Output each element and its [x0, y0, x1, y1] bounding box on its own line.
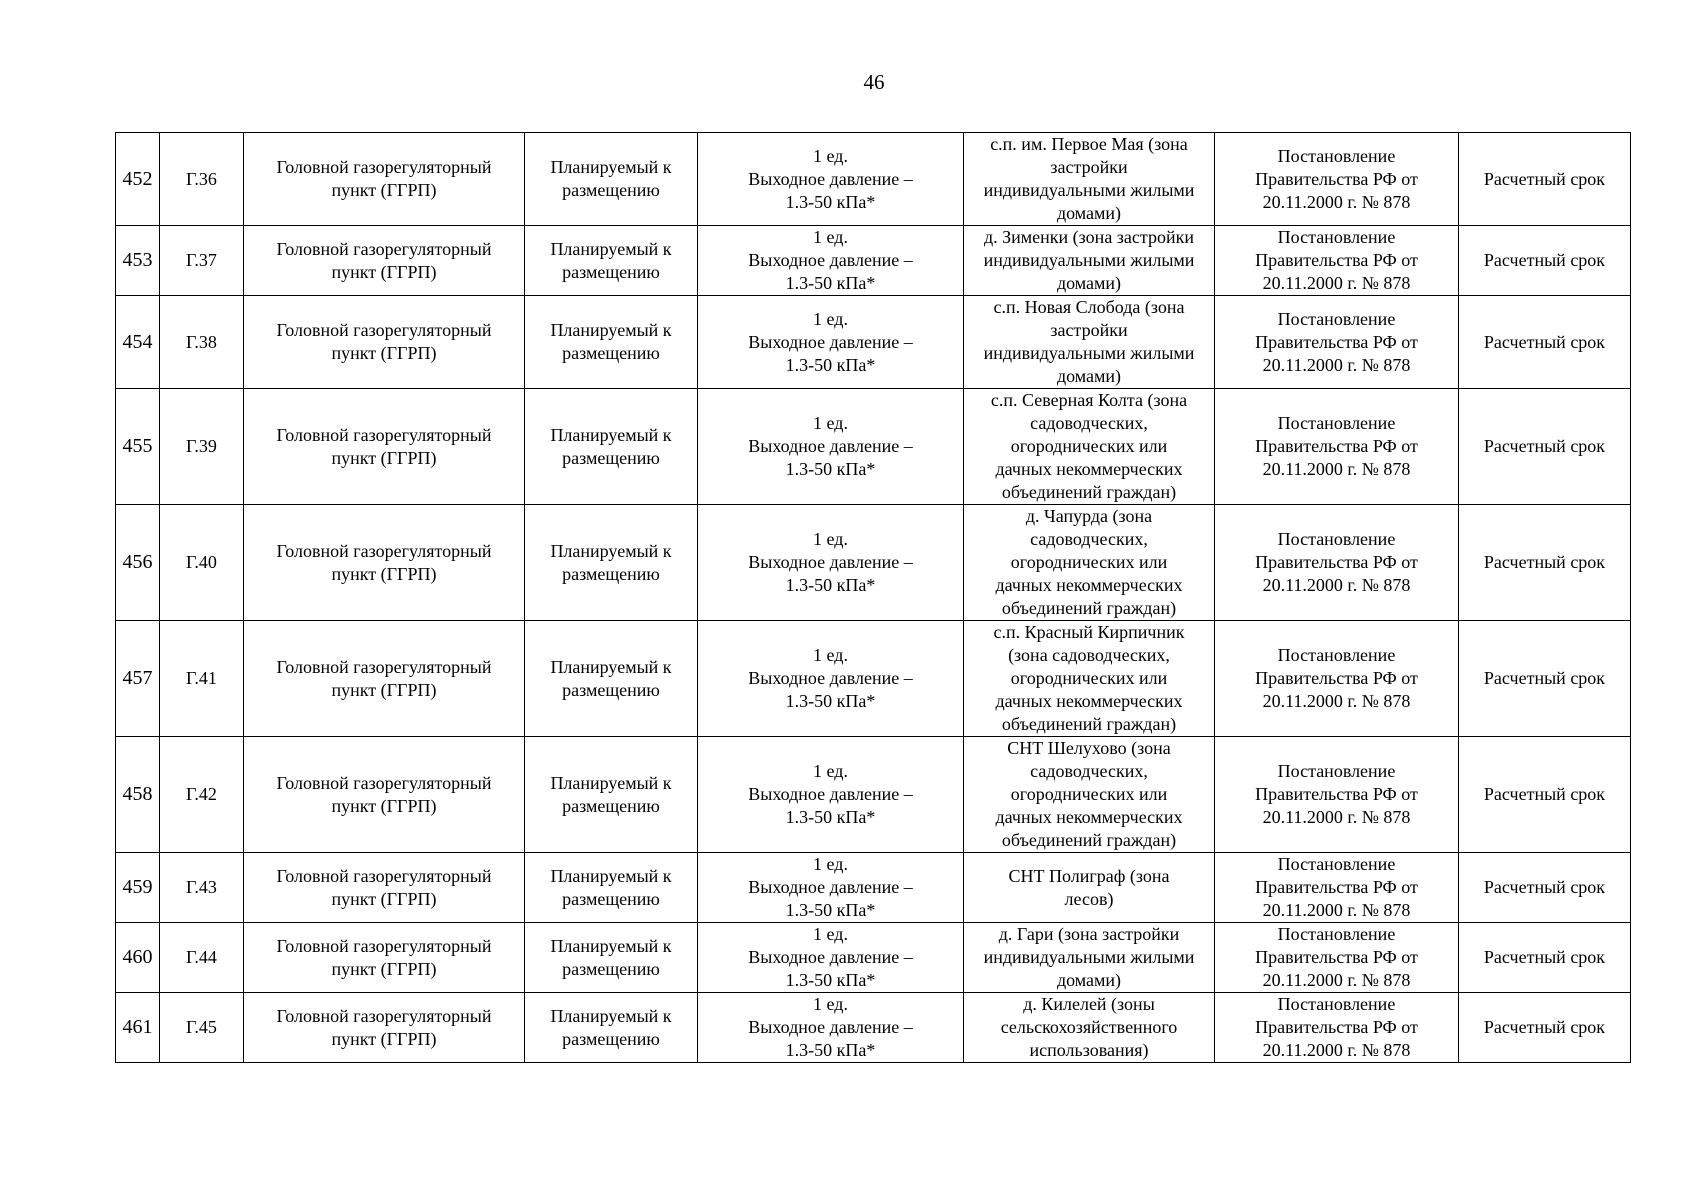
legal-basis-line: Постановление — [1277, 854, 1396, 874]
object-name-line: Головной газорегуляторный — [276, 157, 492, 177]
object-name-cell — [244, 133, 525, 226]
object-parameters-line: 1.3-50 кПа* — [785, 900, 876, 920]
row-number-cell: 461 — [116, 993, 160, 1063]
object-location-line: домами) — [1056, 273, 1122, 293]
legal-basis-line: 20.11.2000 г. № 878 — [1262, 191, 1411, 212]
implementation-term-cell: Расчетный срок — [1459, 621, 1631, 737]
object-parameters-line: 1 ед. — [813, 994, 848, 1014]
object-name-line: Головной газорегуляторный — [276, 424, 492, 445]
object-location-cell — [964, 133, 1215, 226]
object-status-cell — [525, 505, 698, 621]
row-number-cell: 452 — [116, 133, 160, 226]
object-name-line: Головной газорегуляторный — [276, 656, 492, 677]
object-parameters-line: 1.3-50 кПа* — [785, 191, 876, 212]
object-status-cell — [525, 737, 698, 853]
object-location-line: с.п. Красный Кирпичник — [993, 622, 1185, 642]
object-location-cell — [964, 505, 1215, 621]
object-location-cell — [964, 296, 1215, 389]
object-code-cell: Г.40 — [160, 505, 244, 621]
object-parameters-line: 1 ед. — [813, 924, 848, 944]
object-status-line: Планируемый к — [550, 935, 672, 956]
object-location-line: СНТ Шелухово (зона — [1007, 738, 1171, 758]
row-number-cell: 460 — [116, 923, 160, 993]
object-parameters-cell — [698, 737, 964, 853]
object-name-cell — [244, 389, 525, 505]
object-location-line: с.п. Северная Колта (зона — [990, 390, 1188, 410]
object-parameters-line: 1.3-50 кПа* — [785, 273, 876, 293]
object-location-line: д. Килелей (зоны — [1023, 994, 1155, 1014]
object-name-line: Головной газорегуляторный — [276, 1005, 492, 1026]
legal-basis-cell — [1215, 621, 1459, 737]
object-status-cell — [525, 993, 698, 1063]
object-name-line: пункт (ГГРП) — [331, 958, 437, 979]
table-row — [116, 296, 1631, 389]
object-name-cell — [244, 923, 525, 993]
table-row — [116, 737, 1631, 853]
object-code-cell: Г.44 — [160, 923, 244, 993]
object-parameters-line: 1.3-50 кПа* — [785, 459, 876, 479]
implementation-term-cell: Расчетный срок — [1459, 993, 1631, 1063]
legal-basis-line: 20.11.2000 г. № 878 — [1262, 807, 1411, 827]
object-parameters-cell — [698, 226, 964, 296]
legal-basis-line: Правительства РФ от — [1255, 947, 1418, 967]
table-row — [116, 853, 1631, 923]
object-status-line: Планируемый к — [550, 157, 672, 177]
object-location-line: дачных некоммерческих — [995, 691, 1183, 711]
object-location-line: садоводческих, — [1030, 413, 1148, 433]
legal-basis-line: Правительства РФ от — [1255, 168, 1418, 189]
objects-table — [115, 132, 1631, 1063]
object-parameters-cell — [698, 505, 964, 621]
implementation-term-cell: Расчетный срок — [1459, 226, 1631, 296]
object-location-line: д. Зименки (зона застройки — [983, 227, 1194, 247]
legal-basis-cell — [1215, 737, 1459, 853]
object-location-line: д. Гари (зона застройки — [998, 924, 1180, 944]
object-location-line: лесов) — [1064, 888, 1114, 909]
object-name-line: пункт (ГГРП) — [331, 447, 437, 468]
object-status-line: Планируемый к — [550, 424, 672, 445]
object-location-line: объединений граждан) — [1001, 482, 1177, 502]
object-location-cell — [964, 389, 1215, 505]
legal-basis-line: 20.11.2000 г. № 878 — [1262, 970, 1411, 990]
object-parameters-line: 1 ед. — [813, 227, 848, 247]
object-status-line: Планируемый к — [550, 865, 672, 886]
object-location-line: домами) — [1056, 970, 1122, 990]
object-parameters-line: 1 ед. — [813, 854, 848, 874]
object-parameters-cell — [698, 296, 964, 389]
object-location-line: садоводческих, — [1030, 529, 1148, 549]
row-number-cell: 453 — [116, 226, 160, 296]
object-location-line: объединений граждан) — [1001, 598, 1177, 618]
object-location-line: сельскохозяйственного — [1000, 1017, 1178, 1037]
object-status-line: размещению — [562, 261, 660, 282]
legal-basis-line: Постановление — [1277, 924, 1396, 944]
object-status-line: Планируемый к — [550, 238, 672, 259]
object-parameters-cell — [698, 621, 964, 737]
row-number-cell: 455 — [116, 389, 160, 505]
legal-basis-line: 20.11.2000 г. № 878 — [1262, 459, 1411, 479]
object-code-cell: Г.45 — [160, 993, 244, 1063]
object-location-line: дачных некоммерческих — [995, 807, 1183, 827]
object-location-cell — [964, 621, 1215, 737]
table-row — [116, 621, 1631, 737]
table-row — [116, 993, 1631, 1063]
object-name-line: пункт (ГГРП) — [331, 563, 437, 584]
object-name-cell — [244, 226, 525, 296]
object-location-line: садоводческих, — [1030, 761, 1148, 781]
object-parameters-line: 1 ед. — [813, 145, 848, 166]
object-location-line: индивидуальными жилыми — [983, 947, 1195, 967]
object-status-line: Планируемый к — [550, 320, 672, 340]
object-status-line: размещению — [562, 888, 660, 909]
object-name-cell — [244, 993, 525, 1063]
object-location-line: с.п. Новая Слобода (зона — [993, 297, 1185, 317]
object-parameters-cell — [698, 389, 964, 505]
object-parameters-line: 1 ед. — [813, 761, 848, 781]
object-status-cell — [525, 296, 698, 389]
table-row — [116, 226, 1631, 296]
object-parameters-line: 1.3-50 кПа* — [785, 354, 876, 375]
object-location-cell — [964, 853, 1215, 923]
object-status-line: Планируемый к — [550, 1005, 672, 1026]
object-location-line: СНТ Полиграф (зона — [1008, 865, 1170, 886]
object-status-line: размещению — [562, 563, 660, 584]
implementation-term-cell: Расчетный срок — [1459, 737, 1631, 853]
object-name-line: Головной газорегуляторный — [276, 540, 492, 561]
legal-basis-line: Постановление — [1277, 308, 1396, 329]
object-parameters-line: 1 ед. — [813, 308, 848, 329]
legal-basis-line: Постановление — [1277, 645, 1396, 665]
legal-basis-line: 20.11.2000 г. № 878 — [1262, 575, 1411, 595]
implementation-term-cell: Расчетный срок — [1459, 296, 1631, 389]
legal-basis-line: Правительства РФ от — [1255, 668, 1418, 688]
object-name-line: пункт (ГГРП) — [331, 888, 437, 909]
object-location-line: домами) — [1056, 366, 1122, 386]
object-code-cell: Г.37 — [160, 226, 244, 296]
object-parameters-cell — [698, 853, 964, 923]
object-parameters-line: Выходное давление – — [748, 436, 913, 456]
implementation-term-cell: Расчетный срок — [1459, 853, 1631, 923]
object-parameters-line: 1.3-50 кПа* — [785, 575, 876, 595]
object-location-line: индивидуальными жилыми — [983, 343, 1195, 363]
object-name-line: пункт (ГГРП) — [331, 679, 437, 700]
object-parameters-line: Выходное давление – — [748, 168, 913, 189]
legal-basis-line: Постановление — [1277, 761, 1396, 781]
row-number-cell: 458 — [116, 737, 160, 853]
object-status-line: размещению — [562, 679, 660, 700]
object-name-line: пункт (ГГРП) — [331, 343, 437, 363]
row-number-cell: 459 — [116, 853, 160, 923]
object-status-line: размещению — [562, 1028, 660, 1049]
object-status-cell — [525, 853, 698, 923]
legal-basis-line: Правительства РФ от — [1255, 784, 1418, 804]
object-code-cell: Г.42 — [160, 737, 244, 853]
object-name-line: Головной газорегуляторный — [276, 935, 492, 956]
object-name-line: пункт (ГГРП) — [331, 1028, 437, 1049]
legal-basis-line: Правительства РФ от — [1255, 250, 1418, 270]
object-parameters-cell — [698, 133, 964, 226]
object-parameters-cell — [698, 993, 964, 1063]
object-code-cell: Г.38 — [160, 296, 244, 389]
legal-basis-line: Правительства РФ от — [1255, 552, 1418, 572]
object-location-line: домами) — [1056, 203, 1122, 223]
row-number-cell: 456 — [116, 505, 160, 621]
object-parameters-line: Выходное давление – — [748, 668, 913, 688]
object-location-line: (зона садоводческих, — [1008, 645, 1170, 665]
object-location-cell — [964, 993, 1215, 1063]
legal-basis-cell — [1215, 923, 1459, 993]
object-status-line: Планируемый к — [550, 656, 672, 677]
object-location-line: д. Чапурда (зона — [1025, 506, 1153, 526]
object-name-line: пункт (ГГРП) — [331, 180, 437, 200]
object-parameters-line: Выходное давление – — [748, 552, 913, 572]
implementation-term-cell: Расчетный срок — [1459, 923, 1631, 993]
table-row — [116, 923, 1631, 993]
object-name-cell — [244, 505, 525, 621]
object-name-cell — [244, 296, 525, 389]
legal-basis-cell — [1215, 296, 1459, 389]
legal-basis-line: Правительства РФ от — [1255, 436, 1418, 456]
object-location-cell — [964, 737, 1215, 853]
legal-basis-line: 20.11.2000 г. № 878 — [1262, 900, 1411, 920]
object-parameters-line: Выходное давление – — [748, 1017, 913, 1037]
object-parameters-line: Выходное давление – — [748, 784, 913, 804]
object-code-cell: Г.41 — [160, 621, 244, 737]
object-parameters-line: 1 ед. — [813, 529, 848, 549]
legal-basis-line: 20.11.2000 г. № 878 — [1262, 691, 1411, 711]
object-location-cell — [964, 923, 1215, 993]
object-parameters-line: Выходное давление – — [748, 877, 913, 897]
legal-basis-cell — [1215, 389, 1459, 505]
object-status-line: размещению — [562, 958, 660, 979]
object-code-cell: Г.39 — [160, 389, 244, 505]
object-location-line: застройки — [1050, 320, 1128, 340]
object-name-line: пункт (ГГРП) — [331, 261, 437, 282]
legal-basis-cell — [1215, 133, 1459, 226]
object-parameters-line: 1.3-50 кПа* — [785, 807, 876, 827]
object-status-cell — [525, 923, 698, 993]
table-row — [116, 133, 1631, 226]
implementation-term-cell: Расчетный срок — [1459, 133, 1631, 226]
object-location-line: индивидуальными жилыми — [983, 250, 1195, 270]
table-row — [116, 505, 1631, 621]
table-row — [116, 389, 1631, 505]
object-location-line: объединений граждан) — [1001, 714, 1177, 734]
legal-basis-line: Постановление — [1277, 145, 1396, 166]
object-name-line: Головной газорегуляторный — [276, 320, 492, 340]
object-status-cell — [525, 389, 698, 505]
object-name-cell — [244, 737, 525, 853]
object-status-line: размещению — [562, 447, 660, 468]
object-name-line: Головной газорегуляторный — [276, 238, 492, 259]
implementation-term-cell: Расчетный срок — [1459, 389, 1631, 505]
legal-basis-line: Правительства РФ от — [1255, 331, 1418, 352]
object-code-cell: Г.36 — [160, 133, 244, 226]
object-parameters-line: 1 ед. — [813, 645, 848, 665]
object-location-line: индивидуальными жилыми — [983, 180, 1195, 200]
legal-basis-line: 20.11.2000 г. № 878 — [1262, 273, 1411, 293]
object-parameters-line: Выходное давление – — [748, 947, 913, 967]
legal-basis-line: Постановление — [1277, 413, 1396, 433]
object-location-line: застройки — [1050, 157, 1128, 177]
object-status-line: Планируемый к — [550, 772, 672, 793]
legal-basis-line: 20.11.2000 г. № 878 — [1262, 354, 1411, 375]
object-parameters-cell — [698, 923, 964, 993]
object-location-line: дачных некоммерческих — [995, 575, 1183, 595]
legal-basis-line: Постановление — [1277, 994, 1396, 1014]
legal-basis-line: 20.11.2000 г. № 878 — [1262, 1040, 1411, 1060]
object-name-cell — [244, 853, 525, 923]
object-location-line: использования) — [1029, 1040, 1149, 1060]
row-number-cell: 454 — [116, 296, 160, 389]
table-body — [116, 133, 1631, 1063]
object-parameters-line: 1.3-50 кПа* — [785, 970, 876, 990]
legal-basis-line: Правительства РФ от — [1255, 1017, 1418, 1037]
object-name-cell — [244, 621, 525, 737]
object-location-line: с.п. им. Первое Мая (зона — [990, 134, 1188, 154]
object-status-line: размещению — [562, 180, 660, 200]
row-number-cell: 457 — [116, 621, 160, 737]
object-parameters-line: Выходное давление – — [748, 250, 913, 270]
object-status-line: размещению — [562, 795, 660, 816]
object-parameters-line: 1 ед. — [813, 413, 848, 433]
object-location-line: огороднических или — [1010, 784, 1168, 804]
object-location-line: дачных некоммерческих — [995, 459, 1183, 479]
implementation-term-cell: Расчетный срок — [1459, 505, 1631, 621]
object-location-line: огороднических или — [1010, 436, 1168, 456]
legal-basis-line: Правительства РФ от — [1255, 877, 1418, 897]
page-number: 46 — [863, 70, 885, 94]
object-parameters-line: Выходное давление – — [748, 331, 913, 352]
object-name-line: Головной газорегуляторный — [276, 865, 492, 886]
object-name-line: Головной газорегуляторный — [276, 772, 492, 793]
object-location-line: объединений граждан) — [1001, 830, 1177, 850]
legal-basis-cell — [1215, 853, 1459, 923]
object-parameters-line: 1.3-50 кПа* — [785, 691, 876, 711]
object-parameters-line: 1.3-50 кПа* — [785, 1040, 876, 1060]
object-location-line: огороднических или — [1010, 552, 1168, 572]
legal-basis-line: Постановление — [1277, 227, 1396, 247]
object-location-line: огороднических или — [1010, 668, 1168, 688]
legal-basis-cell — [1215, 993, 1459, 1063]
object-location-cell — [964, 226, 1215, 296]
legal-basis-line: Постановление — [1277, 529, 1396, 549]
object-status-cell — [525, 133, 698, 226]
object-status-cell — [525, 226, 698, 296]
object-name-line: пункт (ГГРП) — [331, 795, 437, 816]
object-status-line: размещению — [562, 343, 660, 363]
object-status-cell — [525, 621, 698, 737]
legal-basis-cell — [1215, 226, 1459, 296]
object-status-line: Планируемый к — [550, 540, 672, 561]
object-code-cell: Г.43 — [160, 853, 244, 923]
legal-basis-cell — [1215, 505, 1459, 621]
